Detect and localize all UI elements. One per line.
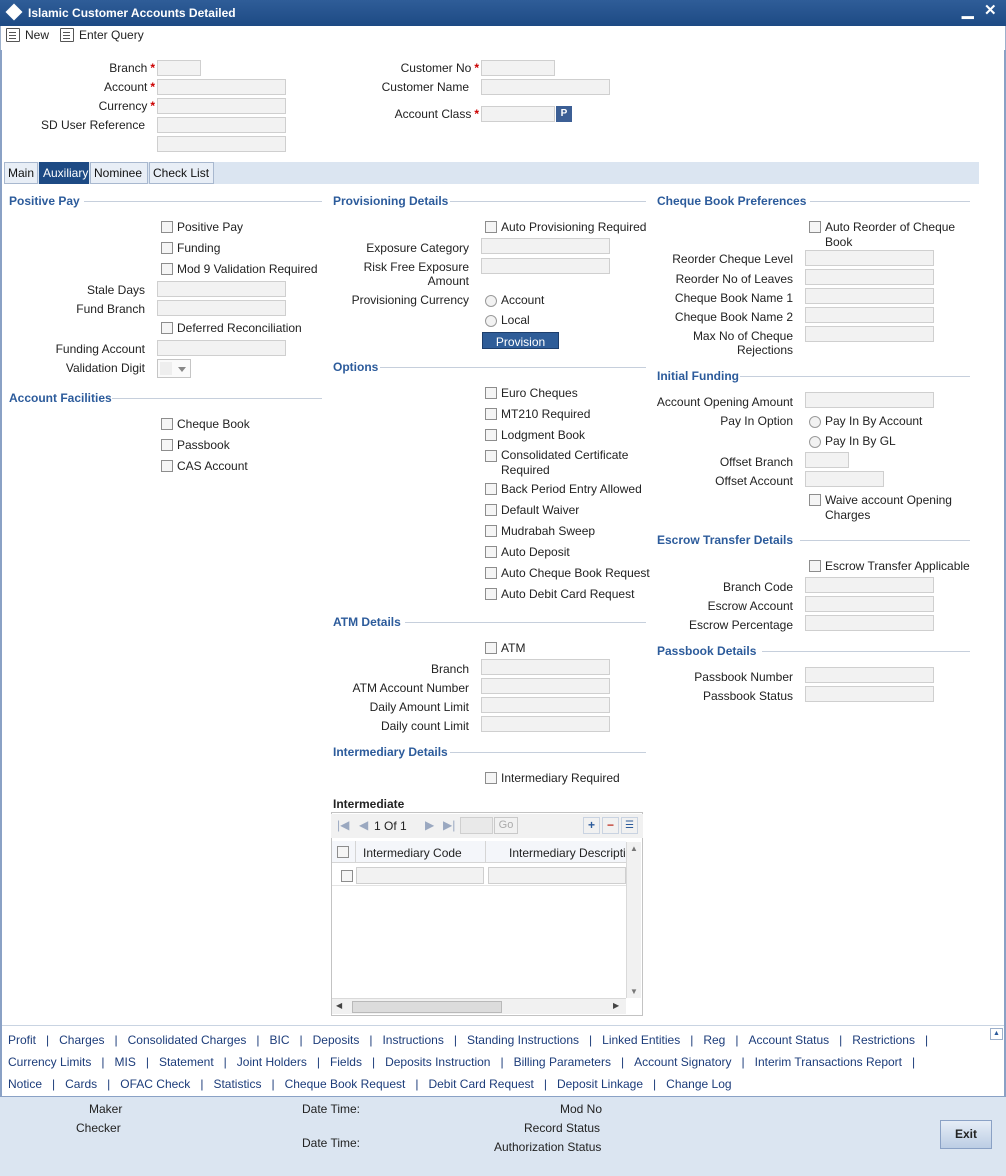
tab-check-list[interactable]: Check List [149, 162, 214, 184]
sd-user-reference-label: SD User Reference [40, 118, 145, 132]
customer-no-label: Customer No * [400, 61, 479, 75]
close-button[interactable]: ✕ [984, 2, 997, 19]
window-title: Islamic Customer Accounts Detailed [28, 6, 236, 20]
page-indicator: 1 Of 1 [374, 819, 407, 833]
account-facilities-section-title: Account Facilities [9, 391, 112, 405]
cheque-prefs-divider [810, 201, 970, 202]
lodgment-book-label: Lodgment Book [501, 428, 586, 442]
funding-account-label: Funding Account [55, 342, 145, 356]
reorder-cheque-level-label: Reorder Cheque Level [672, 252, 793, 266]
provisioning-section-title: Provisioning Details [333, 194, 449, 208]
scroll-up-icon[interactable]: ▲ [630, 844, 638, 853]
provisioning-divider [450, 201, 646, 202]
branch-input[interactable] [157, 60, 201, 76]
customer-name-label: Customer Name [381, 80, 469, 94]
minimize-button[interactable]: ▁ [962, 2, 974, 19]
link-ofac-check[interactable]: OFAC Check [120, 1077, 191, 1091]
link-linked-entities[interactable]: Linked Entities [602, 1033, 681, 1047]
link-separator: | [299, 1033, 303, 1047]
daily-count-limit-label: Daily count Limit [380, 719, 469, 733]
link-separator: | [735, 1033, 739, 1047]
auto-deposit-checkbox[interactable] [485, 546, 497, 558]
atm-branch-input[interactable] [481, 659, 610, 675]
daily-count-limit-input[interactable] [481, 716, 610, 732]
cheque-book-name-2-input[interactable] [805, 307, 934, 323]
escrow-branch-code-label: Branch Code [722, 580, 793, 594]
waive-opening-charges-checkbox[interactable] [809, 494, 821, 506]
cas-account-label: CAS Account [177, 459, 248, 473]
consolidated-certificate-label: Consolidated Certificate Required [501, 448, 629, 477]
passbook-status-label: Passbook Status [702, 689, 793, 703]
link-separator: | [271, 1077, 275, 1091]
escrow-account-label: Escrow Account [707, 599, 793, 613]
auto-debit-card-request-label: Auto Debit Card Request [501, 587, 635, 601]
last-page-icon[interactable]: ▶| [443, 818, 456, 832]
intermediary-description-column-header[interactable]: Intermediary Descripti [509, 846, 626, 860]
link-separator: | [114, 1033, 118, 1047]
query-icon [60, 28, 74, 42]
link-joint-holders[interactable]: Joint Holders [236, 1055, 307, 1069]
auto-provisioning-checkbox[interactable] [485, 221, 497, 233]
cheque-book-checkbox[interactable] [161, 418, 173, 430]
intermediary-code-cell[interactable] [356, 867, 484, 884]
provisioning-currency-label: Provisioning Currency [351, 293, 469, 307]
link-billing-parameters[interactable]: Billing Parameters [513, 1055, 611, 1069]
positive-pay-checkbox[interactable] [161, 221, 173, 233]
account-input[interactable] [157, 79, 286, 95]
auto-reorder-label: Auto Reorder of Cheque Book [825, 220, 956, 249]
initial-funding-section-title: Initial Funding [657, 369, 739, 383]
link-separator: | [589, 1033, 593, 1047]
tab-auxiliary[interactable]: Auxiliary [39, 162, 89, 184]
prev-page-icon[interactable]: ◀ [359, 818, 369, 832]
link-account-signatory[interactable]: Account Signatory [634, 1055, 732, 1069]
mt210-required-label: MT210 Required [501, 407, 591, 421]
link-standing-instructions[interactable]: Standing Instructions [466, 1033, 580, 1047]
escrow-branch-code-input[interactable] [805, 577, 934, 593]
link-separator: | [145, 1055, 149, 1069]
link-debit-card-request[interactable]: Debit Card Request [428, 1077, 534, 1091]
link-separator: | [690, 1033, 694, 1047]
column-divider [355, 841, 356, 863]
pay-in-by-account-radio[interactable] [809, 416, 821, 428]
link-instructions[interactable]: Instructions [382, 1033, 444, 1047]
intermediary-code-column-header[interactable]: Intermediary Code [363, 846, 462, 860]
funding-label: Funding [177, 241, 221, 255]
account-class-label: Account Class * [394, 107, 479, 121]
deferred-reconciliation-checkbox[interactable] [161, 322, 173, 334]
passbook-number-label: Passbook Number [694, 670, 793, 684]
row-select-checkbox[interactable] [341, 870, 353, 882]
link-separator: | [256, 1033, 260, 1047]
link-currency-limits[interactable]: Currency Limits [8, 1055, 92, 1069]
table-row [332, 864, 626, 886]
passbook-number-input[interactable] [805, 667, 934, 683]
default-waiver-checkbox[interactable] [485, 504, 497, 516]
vertical-scrollbar[interactable] [626, 842, 641, 998]
link-separator: | [543, 1077, 547, 1091]
mudrabah-sweep-label: Mudrabah Sweep [501, 524, 596, 538]
auto-debit-card-request-checkbox[interactable] [485, 588, 497, 600]
lodgment-book-checkbox[interactable] [485, 429, 497, 441]
intermediary-required-checkbox[interactable] [485, 772, 497, 784]
link-separator: | [620, 1055, 625, 1069]
fund-branch-input[interactable] [157, 300, 286, 316]
exposure-category-label: Exposure Category [366, 241, 469, 255]
link-mis[interactable]: MIS [114, 1055, 136, 1069]
back-period-entry-checkbox[interactable] [485, 483, 497, 495]
link-separator: | [316, 1055, 320, 1069]
authorization-status-label: Authorization Status [494, 1140, 602, 1154]
add-row-icon[interactable]: + [583, 817, 600, 834]
link-separator: | [912, 1055, 916, 1069]
title-bar [0, 0, 1006, 26]
go-button[interactable]: Go [494, 817, 518, 834]
risk-free-exposure-label: Risk Free Exposure Amount [363, 260, 469, 288]
window-diamond-icon [6, 4, 23, 21]
pay-in-by-gl-label: Pay In By GL [825, 434, 896, 448]
link-separator: | [839, 1033, 843, 1047]
prov-currency-account-radio[interactable] [485, 295, 497, 307]
link-consolidated-charges[interactable]: Consolidated Charges [127, 1033, 247, 1047]
account-label: Account * [103, 80, 155, 94]
consolidated-certificate-checkbox[interactable] [485, 450, 497, 462]
cheque-book-label: Cheque Book [177, 417, 250, 431]
pay-in-option-label: Pay In Option [720, 414, 793, 428]
next-page-icon[interactable]: ▶ [425, 818, 435, 832]
prov-currency-account-label: Account [501, 293, 545, 307]
chevron-down-icon [178, 367, 186, 372]
link-separator: | [741, 1055, 745, 1069]
account-opening-amount-input[interactable] [805, 392, 934, 408]
new-button[interactable] [6, 28, 49, 42]
options-divider [380, 367, 646, 368]
offset-account-label: Offset Account [715, 474, 793, 488]
link-separator: | [369, 1033, 373, 1047]
stale-days-label: Stale Days [86, 283, 145, 297]
maker-label: Maker [89, 1102, 123, 1116]
currency-label: Currency * [98, 99, 155, 113]
escrow-transfer-applicable-checkbox[interactable] [809, 560, 821, 572]
passbook-checkbox[interactable] [161, 439, 173, 451]
first-page-icon[interactable]: |◀ [337, 818, 350, 832]
passbook-status-input[interactable] [805, 686, 934, 702]
auto-provisioning-label: Auto Provisioning Required [501, 220, 647, 234]
prov-currency-local-radio[interactable] [485, 315, 497, 327]
mt210-required-checkbox[interactable] [485, 408, 497, 420]
link-separator: | [371, 1055, 376, 1069]
link-bic[interactable]: BIC [269, 1033, 290, 1047]
link-change-log[interactable]: Change Log [666, 1077, 732, 1091]
stale-days-input[interactable] [157, 281, 286, 297]
new-document-icon [6, 28, 20, 42]
initial-funding-divider [740, 376, 970, 377]
cheque-book-preferences-section-title: Cheque Book Preferences [657, 194, 807, 208]
escrow-percentage-input[interactable] [805, 615, 934, 631]
passbook-section-title: Passbook Details [657, 644, 757, 658]
link-separator: | [223, 1055, 227, 1069]
link-separator: | [200, 1077, 204, 1091]
delete-row-icon[interactable]: − [602, 817, 619, 834]
provision-button[interactable]: Provision [482, 332, 559, 349]
links-row-1 [8, 1033, 938, 1047]
offset-branch-label: Offset Branch [719, 455, 793, 469]
daily-amount-limit-input[interactable] [481, 697, 610, 713]
account-class-lov-button[interactable]: P [556, 106, 572, 122]
link-cards[interactable]: Cards [65, 1077, 98, 1091]
link-interim-transactions-report[interactable]: Interim Transactions Report [754, 1055, 903, 1069]
atm-divider [405, 622, 646, 623]
intermediary-divider [450, 752, 646, 753]
prov-currency-local-label: Local [501, 313, 530, 327]
reorder-cheque-level-input[interactable] [805, 250, 934, 266]
daily-amount-limit-label: Daily Amount Limit [369, 700, 469, 714]
new-label: New [25, 28, 50, 42]
link-deposit-linkage[interactable]: Deposit Linkage [556, 1077, 644, 1091]
single-view-icon[interactable]: ☰ [621, 817, 638, 834]
account-opening-amount-label: Account Opening Amount [656, 395, 793, 409]
mod9-validation-label: Mod 9 Validation Required [177, 262, 318, 276]
escrow-transfer-applicable-label: Escrow Transfer Applicable [825, 559, 970, 573]
cheque-book-name-2-label: Cheque Book Name 2 [674, 310, 793, 324]
select-all-checkbox[interactable] [337, 846, 349, 858]
cheque-book-name-1-label: Cheque Book Name 1 [674, 291, 793, 305]
link-separator: | [52, 1077, 56, 1091]
euro-cheques-label: Euro Cheques [501, 386, 578, 400]
options-section-title: Options [333, 360, 379, 374]
exposure-category-input[interactable] [481, 238, 610, 254]
link-cheque-book-request[interactable]: Cheque Book Request [284, 1077, 406, 1091]
risk-free-exposure-input[interactable] [481, 258, 610, 274]
auto-cheque-book-request-checkbox[interactable] [485, 567, 497, 579]
customer-no-input[interactable] [481, 60, 555, 76]
tab-main[interactable]: Main [4, 162, 38, 184]
toolbar [0, 26, 1006, 50]
link-separator: | [453, 1033, 457, 1047]
offset-branch-input[interactable] [805, 452, 849, 468]
checker-label: Checker [76, 1121, 121, 1135]
euro-cheques-checkbox[interactable] [485, 387, 497, 399]
funding-checkbox[interactable] [161, 242, 173, 254]
link-notice[interactable]: Notice [8, 1077, 43, 1091]
exit-button[interactable]: Exit [940, 1120, 992, 1149]
positive-pay-option-label: Positive Pay [177, 220, 244, 234]
links-row-2 [8, 1055, 925, 1069]
escrow-percentage-label: Escrow Percentage [688, 618, 793, 632]
intermediary-required-label: Intermediary Required [501, 771, 620, 785]
checker-date-time-label: Date Time: [302, 1136, 361, 1150]
horizontal-scroll-thumb[interactable] [352, 1001, 502, 1013]
link-separator: | [924, 1033, 929, 1047]
maker-date-time-label: Date Time: [302, 1102, 361, 1116]
tab-nominee[interactable]: Nominee [90, 162, 148, 184]
auto-cheque-book-request-label: Auto Cheque Book Request [501, 566, 650, 580]
intermediate-grid-title: Intermediate [333, 797, 405, 811]
link-reg[interactable]: Reg [703, 1033, 726, 1047]
sd-user-reference-input[interactable] [157, 117, 286, 133]
cheque-book-name-1-input[interactable] [805, 288, 934, 304]
link-restrictions[interactable]: Restrictions [852, 1033, 915, 1047]
link-separator: | [101, 1055, 105, 1069]
tab-bar [4, 162, 979, 184]
enter-query-button[interactable] [60, 28, 144, 42]
column-divider-2 [485, 841, 486, 863]
validation-digit-value [160, 362, 172, 375]
mod-no-label: Mod No [560, 1102, 603, 1116]
auto-reorder-checkbox[interactable] [809, 221, 821, 233]
link-separator: | [46, 1033, 50, 1047]
sd-user-reference-input-2[interactable] [157, 136, 286, 152]
link-statement[interactable]: Statement [158, 1055, 214, 1069]
passbook-divider [762, 651, 970, 652]
escrow-divider [800, 540, 970, 541]
scroll-left-icon[interactable]: ◀ [336, 1001, 343, 1010]
atm-branch-label: Branch [430, 662, 469, 676]
enter-query-label: Enter Query [79, 28, 144, 42]
pay-in-by-gl-radio[interactable] [809, 436, 821, 448]
back-period-entry-label: Back Period Entry Allowed [501, 482, 642, 496]
link-separator: | [415, 1077, 419, 1091]
fund-branch-label: Fund Branch [76, 302, 145, 316]
max-cheque-rejections-input[interactable] [805, 326, 934, 342]
account-facilities-divider [112, 398, 322, 399]
positive-pay-section-title: Positive Pay [9, 194, 80, 208]
validation-digit-select[interactable] [157, 359, 191, 378]
reorder-leaves-input[interactable] [805, 269, 934, 285]
intermediary-section-title: Intermediary Details [333, 745, 448, 759]
intermediary-description-cell[interactable] [488, 867, 626, 884]
link-deposits-instruction[interactable]: Deposits Instruction [385, 1055, 491, 1069]
audit-footer [0, 1096, 1006, 1176]
waive-opening-charges-label: Waive account Opening Charges [825, 493, 952, 522]
link-deposits[interactable]: Deposits [312, 1033, 360, 1047]
pay-in-by-account-label: Pay In By Account [825, 414, 923, 428]
link-fields[interactable]: Fields [329, 1055, 362, 1069]
link-profit[interactable]: Profit [8, 1033, 37, 1047]
grid-navigation [331, 814, 643, 838]
default-waiver-label: Default Waiver [501, 503, 580, 517]
escrow-section-title: Escrow Transfer Details [657, 533, 794, 547]
page-number-input[interactable] [460, 817, 493, 834]
scroll-right-icon[interactable]: ▶ [613, 1001, 620, 1010]
customer-name-input[interactable] [481, 79, 610, 95]
funding-account-input[interactable] [157, 340, 286, 356]
max-cheque-rejections-label: Max No of Cheque Rejections [692, 329, 793, 357]
cas-account-checkbox[interactable] [161, 460, 173, 472]
link-separator: | [653, 1077, 657, 1091]
scroll-down-icon[interactable]: ▼ [630, 987, 638, 996]
links-row-3 [8, 1077, 732, 1091]
atm-checkbox[interactable] [485, 642, 497, 654]
escrow-account-input[interactable] [805, 596, 934, 612]
positive-pay-divider [84, 201, 322, 202]
link-account-status[interactable]: Account Status [748, 1033, 830, 1047]
mudrabah-sweep-checkbox[interactable] [485, 525, 497, 537]
passbook-label: Passbook [177, 438, 230, 452]
link-charges[interactable]: Charges [59, 1033, 105, 1047]
reorder-leaves-label: Reorder No of Leaves [675, 272, 793, 286]
atm-account-number-input[interactable] [481, 678, 610, 694]
mod9-validation-checkbox[interactable] [161, 263, 173, 275]
grid-header [332, 841, 626, 863]
deferred-reconciliation-label: Deferred Reconciliation [177, 321, 302, 335]
link-separator: | [500, 1055, 504, 1069]
atm-section-title: ATM Details [333, 615, 401, 629]
validation-digit-label: Validation Digit [65, 361, 145, 375]
account-class-input[interactable] [481, 106, 555, 122]
atm-account-number-label: ATM Account Number [352, 681, 469, 695]
auto-deposit-label: Auto Deposit [501, 545, 570, 559]
record-status-label: Record Status [524, 1121, 601, 1135]
branch-label: Branch * [109, 61, 155, 75]
link-separator: | [107, 1077, 111, 1091]
atm-label: ATM [501, 641, 526, 655]
offset-account-input[interactable] [805, 471, 884, 487]
currency-input[interactable] [157, 98, 286, 114]
link-statistics[interactable]: Statistics [213, 1077, 262, 1091]
collapse-icon[interactable]: ▲ [990, 1028, 1003, 1040]
